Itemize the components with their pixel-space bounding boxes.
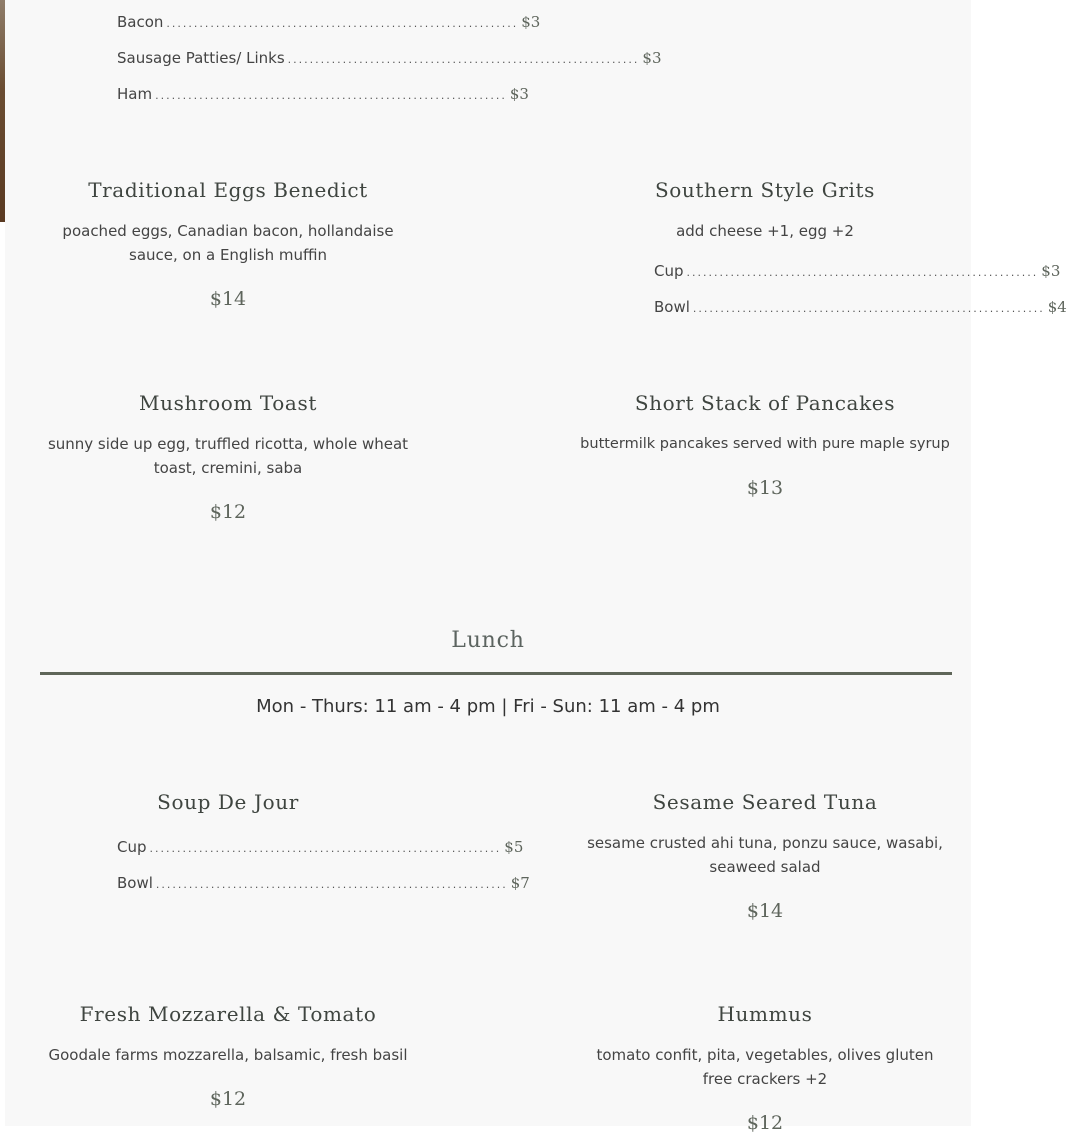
section-divider xyxy=(40,672,952,675)
menu-option-row xyxy=(117,49,662,67)
item-price: $12 xyxy=(209,501,247,523)
option-price: $3 xyxy=(509,85,529,103)
item-description: add cheese +1, egg +2 xyxy=(676,222,854,240)
item-title: Short Stack of Pancakes xyxy=(634,391,896,415)
lunch-hours: Mon - Thurs: 11 am - 4 pm | Fri - Sun: 11 am - 4 pm xyxy=(256,696,720,717)
item-title: Soup De Jour xyxy=(157,790,299,814)
option-price: $3 xyxy=(521,13,541,31)
section-title-lunch: Lunch xyxy=(451,628,525,653)
item-price: $12 xyxy=(746,1112,784,1134)
item-title: Hummus xyxy=(717,1002,813,1026)
item-price: $13 xyxy=(746,477,784,499)
menu-item-soup xyxy=(40,790,416,814)
menu-option-row xyxy=(117,13,541,31)
menu-item-mushroom-toast xyxy=(40,391,416,523)
menu-option-row xyxy=(654,262,1061,280)
item-title: Traditional Eggs Benedict xyxy=(88,178,368,202)
item-description: sunny side up egg, truffled ricotta, whole wheat toast, cremini, saba xyxy=(47,435,409,477)
option-label: Ham xyxy=(117,85,153,103)
dot-leader: ................................................................ xyxy=(155,89,507,102)
option-price: $3 xyxy=(1041,262,1061,280)
option-label: Cup xyxy=(117,838,147,856)
menu-option-row xyxy=(117,874,530,892)
menu-page xyxy=(5,0,1067,1134)
option-label: Cup xyxy=(654,262,684,280)
item-title: Mushroom Toast xyxy=(139,391,317,415)
item-description: sesame crusted ahi tuna, ponzu sauce, wasabi, seaweed salad xyxy=(587,834,943,876)
option-label: Bowl xyxy=(117,874,153,892)
item-price: $12 xyxy=(209,1088,247,1110)
option-price: $4 xyxy=(1047,298,1067,316)
item-description: Goodale farms mozzarella, balsamic, fresh basil xyxy=(48,1046,408,1064)
item-description: buttermilk pancakes served with pure maple syrup xyxy=(580,436,950,452)
option-label: Sausage Patties/ Links xyxy=(117,49,285,67)
menu-option-row xyxy=(117,838,524,856)
dot-leader: ................................................................ xyxy=(155,878,508,891)
option-price: $5 xyxy=(504,838,524,856)
option-price: $7 xyxy=(510,874,530,892)
option-label: Bowl xyxy=(654,298,690,316)
menu-item-pancakes xyxy=(580,391,950,499)
item-title: Southern Style Grits xyxy=(654,178,876,202)
menu-item-grits xyxy=(585,178,945,243)
option-price: $3 xyxy=(642,49,662,67)
menu-item-eggs-benedict xyxy=(40,178,416,310)
dot-leader: ................................................................ xyxy=(692,302,1045,315)
menu-option-row xyxy=(654,298,1067,316)
item-description: tomato confit, pita, vegetables, olives gluten free crackers +2 xyxy=(596,1046,934,1088)
menu-option-row xyxy=(117,85,529,103)
item-title: Fresh Mozzarella & Tomato xyxy=(79,1002,377,1026)
option-label: Bacon xyxy=(117,13,164,31)
menu-item-tuna xyxy=(585,790,945,922)
item-description: poached eggs, Canadian bacon, hollandaise sauce, on a English muffin xyxy=(62,222,394,264)
menu-item-hummus xyxy=(585,1002,945,1134)
dot-leader: ................................................................ xyxy=(686,266,1039,279)
item-price: $14 xyxy=(746,900,784,922)
item-price: $14 xyxy=(209,288,247,310)
item-title: Sesame Seared Tuna xyxy=(652,790,878,814)
menu-item-mozzarella xyxy=(40,1002,416,1110)
dot-leader: ................................................................ xyxy=(149,842,502,855)
dot-leader: ................................................................ xyxy=(166,17,519,30)
dot-leader: ................................................................ xyxy=(287,53,640,66)
